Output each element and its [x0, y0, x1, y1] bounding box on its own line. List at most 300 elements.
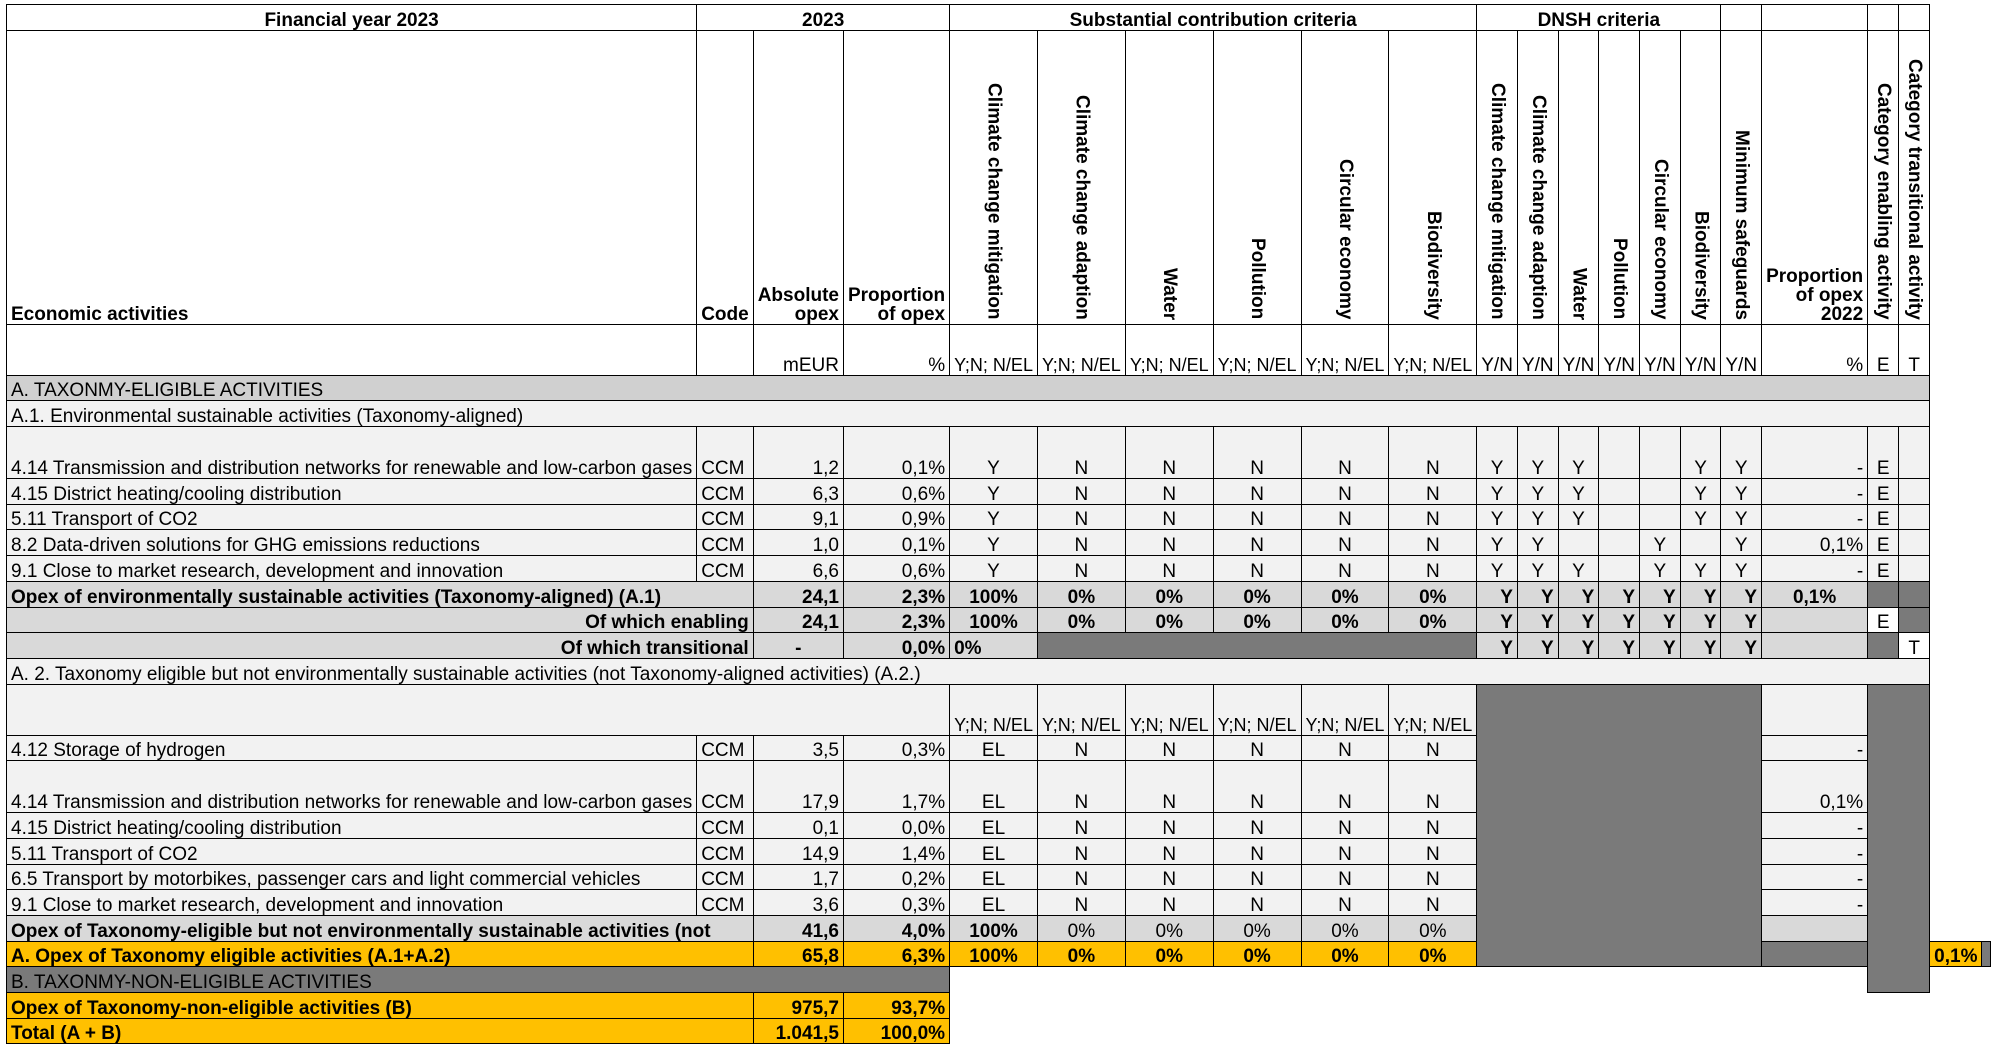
a1-total-label: Opex of environmentally sustainable activities (Taxonomy-aligned) (A.1)	[7, 581, 754, 607]
unit-blank	[697, 324, 754, 375]
dnsh-value: Y	[1721, 530, 1762, 556]
a-total-abs: 65,8	[753, 941, 843, 967]
activity-code: CCM	[697, 479, 754, 505]
activity-name: 4.14 Transmission and distribution networks for renewable and low-carbon gases	[7, 427, 697, 479]
activity-code: CCM	[697, 864, 754, 890]
proportion-opex: 0,6%	[843, 479, 949, 505]
sc-value: N	[1301, 813, 1389, 839]
dark-fill	[1868, 581, 1899, 607]
absolute-opex: 6,6	[753, 556, 843, 582]
absolute-opex: 1,0	[753, 530, 843, 556]
sc-value: N	[1213, 813, 1301, 839]
table-row	[7, 633, 1991, 659]
sc-value: N	[1389, 864, 1477, 890]
unit-abs: mEUR	[753, 324, 843, 375]
sc-value: N	[1213, 890, 1301, 916]
table-row	[7, 581, 1991, 607]
dnsh-value: Y	[1640, 556, 1681, 582]
a1-total-prop: 2,3%	[843, 581, 949, 607]
header-financial-year: Financial year 2023	[7, 5, 697, 31]
unit-dnsh: Y/N	[1640, 324, 1681, 375]
enabling-sc: 0%	[1301, 607, 1389, 633]
dnsh-value	[1640, 504, 1681, 530]
table-row	[7, 375, 1991, 401]
enabling-flag: E	[1868, 530, 1899, 556]
activity-name: 8.2 Data-driven solutions for GHG emissions reductions	[7, 530, 697, 556]
absolute-opex: 9,1	[753, 504, 843, 530]
sc-value: N	[1125, 864, 1213, 890]
activity-name: 4.12 Storage of hydrogen	[7, 735, 697, 761]
sc-value: Y	[950, 556, 1038, 582]
enabling-label: Category enabling activity	[1873, 83, 1895, 320]
header-blank	[1721, 5, 1762, 31]
a2-unit-sc: Y;N; N/EL	[1037, 684, 1125, 735]
dark-fill	[1762, 941, 1930, 967]
dnsh-value	[1599, 479, 1640, 505]
sc-value: N	[1389, 504, 1477, 530]
a2-total-prop: 4,0%	[843, 916, 949, 942]
sc-value: N	[1213, 530, 1301, 556]
absolute-opex: 3,5	[753, 735, 843, 761]
dnsh-value: Y	[1477, 504, 1518, 530]
sc-value: N	[1301, 504, 1389, 530]
a2-total-sc: 0%	[1389, 916, 1477, 942]
sc-value: EL	[950, 890, 1038, 916]
transitional-dnsh: Y	[1558, 633, 1599, 659]
activity-name: 9.1 Close to market research, development and innovation	[7, 890, 697, 916]
prop-l2: of opex	[877, 303, 946, 325]
unit-dnsh: Y/N	[1558, 324, 1599, 375]
header-blank	[1899, 5, 1930, 31]
sc-value: N	[1213, 761, 1301, 813]
header-sc-2	[1125, 30, 1213, 324]
dnsh-value: Y	[1680, 556, 1721, 582]
header-dnsh-0	[1477, 30, 1518, 324]
absolute-opex: 6,3	[753, 479, 843, 505]
dnsh-column-label: Climate change mitigation	[1487, 83, 1509, 320]
a2-p2022-blank	[1762, 684, 1868, 735]
sc-value: EL	[950, 735, 1038, 761]
a-total-prop: 6,3%	[843, 941, 949, 967]
dnsh-value: Y	[1558, 479, 1599, 505]
prop-l1: Proportion	[847, 284, 946, 306]
a2-total-sc: 100%	[950, 916, 1038, 942]
proportion-2022: -	[1762, 838, 1868, 864]
unit-prop2022: %	[1762, 324, 1868, 375]
table-row	[7, 5, 1991, 31]
enabling-flag: E	[1868, 556, 1899, 582]
sc-value: N	[1213, 479, 1301, 505]
sc-value: N	[1125, 479, 1213, 505]
transitional-flag	[1899, 556, 1930, 582]
proportion-2022: -	[1762, 504, 1868, 530]
sc-value: N	[1037, 838, 1125, 864]
sc-column-label: Climate change mitigation	[983, 83, 1005, 320]
dnsh-value	[1599, 427, 1640, 479]
sc-value: EL	[950, 761, 1038, 813]
sc-value: N	[1213, 504, 1301, 530]
header-sc-0	[950, 30, 1038, 324]
empty	[950, 993, 1930, 1019]
enabling-dnsh: Y	[1558, 607, 1599, 633]
header-sc-3	[1213, 30, 1301, 324]
transitional-flag: T	[1899, 633, 1930, 659]
sc-value: N	[1389, 479, 1477, 505]
activity-code: CCM	[697, 813, 754, 839]
sc-value: N	[1213, 864, 1301, 890]
proportion-opex: 0,1%	[843, 530, 949, 556]
grand-total-abs: 1.041,5	[753, 1018, 843, 1044]
proportion-opex: 1,4%	[843, 838, 949, 864]
sc-value: N	[1037, 504, 1125, 530]
a2-total-label: Opex of Taxonomy-eligible but not environmentally sustainable activities (not	[7, 916, 754, 942]
header-category-transitional	[1899, 30, 1930, 324]
enabling-label: Of which enabling	[7, 607, 754, 633]
table-row	[7, 530, 1991, 556]
empty	[950, 967, 1930, 993]
sc-column-label: Water	[1159, 267, 1181, 320]
sc-value: N	[1037, 890, 1125, 916]
abs-l1: Absolute	[757, 284, 839, 306]
a1-total-p2022: 0,1%	[1762, 581, 1868, 607]
a1-total-dnsh: Y	[1721, 581, 1762, 607]
unit-enabling: E	[1868, 324, 1899, 375]
header-absolute-opex	[753, 30, 843, 324]
sc-value: EL	[950, 813, 1038, 839]
activity-name: 4.14 Transmission and distribution networks for renewable and low-carbon gases	[7, 761, 697, 813]
sc-value: N	[1037, 530, 1125, 556]
activity-code: CCM	[697, 735, 754, 761]
a1-total-dnsh: Y	[1477, 581, 1518, 607]
dark-fill	[1899, 581, 1930, 607]
sc-value: Y	[950, 427, 1038, 479]
header-dnsh-5	[1680, 30, 1721, 324]
dnsh-value: Y	[1477, 530, 1518, 556]
proportion-2022: -	[1762, 890, 1868, 916]
enabling-prop: 2,3%	[843, 607, 949, 633]
transitional-dnsh: Y	[1477, 633, 1518, 659]
a-total-sc: 0%	[1301, 941, 1389, 967]
transitional-prop: 0,0%	[843, 633, 949, 659]
unit-sc: Y;N; N/EL	[1125, 324, 1213, 375]
sc-value: Y	[950, 530, 1038, 556]
proportion-opex: 0,0%	[843, 813, 949, 839]
sc-value: N	[1125, 735, 1213, 761]
a2-total-p2022	[1762, 916, 1868, 942]
transitional-dnsh: Y	[1721, 633, 1762, 659]
dnsh-value	[1599, 530, 1640, 556]
unit-dnsh: Y/N	[1599, 324, 1640, 375]
b-total-prop: 93,7%	[843, 993, 949, 1019]
sc-value: N	[1037, 761, 1125, 813]
header-substantial-contribution: Substantial contribution criteria	[950, 5, 1477, 31]
dnsh-value	[1599, 556, 1640, 582]
table-row	[7, 684, 1991, 735]
enabling-dnsh: Y	[1640, 607, 1681, 633]
sc-value: N	[1213, 735, 1301, 761]
proportion-2022: -	[1762, 427, 1868, 479]
activity-name: 5.11 Transport of CO2	[7, 838, 697, 864]
a-total-sc: 0%	[1213, 941, 1301, 967]
a1-total-dnsh: Y	[1640, 581, 1681, 607]
header-dnsh-6	[1721, 30, 1762, 324]
table-row	[7, 1018, 1991, 1044]
dnsh-value: Y	[1558, 504, 1599, 530]
transitional-abs: -	[753, 633, 843, 659]
header-code: Code	[697, 30, 754, 324]
a1-total-abs: 24,1	[753, 581, 843, 607]
dark-fill	[1868, 633, 1899, 659]
sc-column-label: Biodiversity	[1422, 210, 1444, 320]
activity-name: 6.5 Transport by motorbikes, passenger cars and light commercial vehicles	[7, 864, 697, 890]
sc-value: N	[1389, 556, 1477, 582]
dnsh-value: Y	[1477, 556, 1518, 582]
sc-value: N	[1301, 479, 1389, 505]
a2-blank	[7, 684, 950, 735]
proportion-opex: 0,3%	[843, 735, 949, 761]
proportion-opex: 0,3%	[843, 890, 949, 916]
sc-value: Y	[950, 479, 1038, 505]
a1-total-dnsh: Y	[1517, 581, 1558, 607]
p22-l1: Proportion	[1766, 265, 1864, 287]
section-a1-title: A.1. Environmental sustainable activities (Taxonomy-aligned)	[7, 401, 1930, 427]
enabling-sc: 0%	[1389, 607, 1477, 633]
transitional-p2022	[1762, 633, 1868, 659]
proportion-opex: 0,2%	[843, 864, 949, 890]
unit-sc: Y;N; N/EL	[1213, 324, 1301, 375]
dark-fill	[1982, 941, 1991, 967]
header-dnsh-3	[1599, 30, 1640, 324]
a-total-p2022: 0,1%	[1930, 941, 1982, 967]
grand-total-label: Total (A + B)	[7, 1018, 754, 1044]
header-blank	[1762, 5, 1868, 31]
sc-value: N	[1301, 556, 1389, 582]
taxonomy-opex-table	[6, 4, 1991, 1044]
sc-value: EL	[950, 864, 1038, 890]
enabling-dnsh: Y	[1599, 607, 1640, 633]
enabling-sc: 100%	[950, 607, 1038, 633]
dnsh-value	[1640, 479, 1681, 505]
p22-l3: 2022	[1820, 303, 1864, 325]
transitional-flag	[1899, 530, 1930, 556]
table-row	[7, 607, 1991, 633]
table-row	[7, 427, 1991, 479]
sc-value: N	[1389, 530, 1477, 556]
a1-total-sc: 0%	[1389, 581, 1477, 607]
sc-column-label: Circular economy	[1334, 159, 1356, 320]
proportion-2022: 0,1%	[1762, 530, 1868, 556]
dnsh-column-label: Minimum safeguards	[1731, 129, 1753, 320]
header-dnsh-2	[1558, 30, 1599, 324]
sc-value: N	[1125, 761, 1213, 813]
sc-value: N	[1389, 838, 1477, 864]
enabling-p2022	[1762, 607, 1868, 633]
dnsh-value: Y	[1558, 556, 1599, 582]
transitional-flag	[1899, 427, 1930, 479]
activity-name: 9.1 Close to market research, development and innovation	[7, 556, 697, 582]
unit-dnsh: Y/N	[1721, 324, 1762, 375]
taxonomy-opex-sheet	[6, 4, 1978, 1045]
activity-code: CCM	[697, 504, 754, 530]
sc-value: N	[1301, 530, 1389, 556]
enabling-flag: E	[1868, 607, 1899, 633]
dnsh-value: Y	[1517, 427, 1558, 479]
grand-total-prop: 100,0%	[843, 1018, 949, 1044]
unit-blank	[7, 324, 697, 375]
a-total-sc: 0%	[1037, 941, 1125, 967]
enabling-dnsh: Y	[1721, 607, 1762, 633]
absolute-opex: 1,2	[753, 427, 843, 479]
b-total-label: Opex of Taxonomy-non-eligible activities (B)	[7, 993, 754, 1019]
dark-fill	[1037, 633, 1476, 659]
dnsh-value: Y	[1558, 427, 1599, 479]
header-proportion-opex	[843, 30, 949, 324]
enabling-flag: E	[1868, 427, 1899, 479]
a1-total-sc: 0%	[1213, 581, 1301, 607]
header-sc-4	[1301, 30, 1389, 324]
table-row	[7, 401, 1991, 427]
sc-value: N	[1037, 735, 1125, 761]
sc-value: N	[1037, 479, 1125, 505]
sc-value: N	[1213, 838, 1301, 864]
sc-value: EL	[950, 838, 1038, 864]
sc-column-label: Climate change adaption	[1071, 94, 1093, 320]
proportion-2022: 0,1%	[1762, 761, 1868, 813]
abs-l2: opex	[794, 303, 839, 325]
a2-unit-sc: Y;N; N/EL	[1125, 684, 1213, 735]
dnsh-value: Y	[1680, 479, 1721, 505]
proportion-2022: -	[1762, 864, 1868, 890]
dnsh-column-label: Pollution	[1609, 238, 1631, 320]
sc-value: N	[1125, 838, 1213, 864]
table-row	[7, 993, 1991, 1019]
a1-total-sc: 0%	[1125, 581, 1213, 607]
proportion-opex: 0,6%	[843, 556, 949, 582]
sc-value: N	[1301, 427, 1389, 479]
activity-name: 5.11 Transport of CO2	[7, 504, 697, 530]
activity-name: 4.15 District heating/cooling distribution	[7, 813, 697, 839]
header-sc-5	[1389, 30, 1477, 324]
transitional-label: Of which transitional	[7, 633, 754, 659]
dnsh-value: Y	[1721, 427, 1762, 479]
a-total-sc: 0%	[1125, 941, 1213, 967]
header-economic-activities: Economic activities	[7, 30, 697, 324]
dnsh-value	[1680, 530, 1721, 556]
sc-value: N	[1037, 864, 1125, 890]
unit-sc: Y;N; N/EL	[1301, 324, 1389, 375]
dnsh-value: Y	[1721, 504, 1762, 530]
unit-transitional: T	[1899, 324, 1930, 375]
a2-unit-sc: Y;N; N/EL	[1213, 684, 1301, 735]
sc-value: N	[1301, 864, 1389, 890]
enabling-sc: 0%	[1037, 607, 1125, 633]
absolute-opex: 17,9	[753, 761, 843, 813]
absolute-opex: 14,9	[753, 838, 843, 864]
enabling-sc: 0%	[1125, 607, 1213, 633]
dnsh-value: Y	[1721, 479, 1762, 505]
table-row	[7, 556, 1991, 582]
unit-sc: Y;N; N/EL	[1037, 324, 1125, 375]
sc-value: N	[1389, 735, 1477, 761]
proportion-2022: -	[1762, 556, 1868, 582]
dnsh-value: Y	[1721, 556, 1762, 582]
unit-dnsh: Y/N	[1477, 324, 1518, 375]
activity-code: CCM	[697, 761, 754, 813]
dnsh-value: Y	[1477, 479, 1518, 505]
dnsh-value: Y	[1640, 530, 1681, 556]
sc-value: N	[1213, 427, 1301, 479]
dnsh-column-label: Circular economy	[1649, 159, 1671, 320]
unit-prop: %	[843, 324, 949, 375]
a-total-sc: 100%	[950, 941, 1038, 967]
a1-total-dnsh: Y	[1680, 581, 1721, 607]
dnsh-column-label: Climate change adaption	[1527, 94, 1549, 320]
a2-unit-sc: Y;N; N/EL	[950, 684, 1038, 735]
a1-total-sc: 0%	[1037, 581, 1125, 607]
sc-value: N	[1389, 761, 1477, 813]
a1-total-dnsh: Y	[1599, 581, 1640, 607]
unit-sc: Y;N; N/EL	[1389, 324, 1477, 375]
a2-total-sc: 0%	[1301, 916, 1389, 942]
table-row	[7, 479, 1991, 505]
dnsh-value	[1640, 427, 1681, 479]
a1-total-sc: 0%	[1301, 581, 1389, 607]
header-sc-1	[1037, 30, 1125, 324]
table-row	[7, 30, 1991, 324]
dnsh-value: Y	[1477, 427, 1518, 479]
sc-value: N	[1301, 890, 1389, 916]
a2-total-sc: 0%	[1037, 916, 1125, 942]
section-b-title: B. TAXONMY-NON-ELIGIBLE ACTIVITIES	[7, 967, 950, 993]
header-category-enabling	[1868, 30, 1899, 324]
a2-unit-sc: Y;N; N/EL	[1389, 684, 1477, 735]
absolute-opex: 3,6	[753, 890, 843, 916]
proportion-2022: -	[1762, 813, 1868, 839]
header-dnsh-1	[1517, 30, 1558, 324]
enabling-flag: E	[1868, 504, 1899, 530]
transitional-flag	[1899, 504, 1930, 530]
activity-code: CCM	[697, 556, 754, 582]
sc-value: N	[1125, 813, 1213, 839]
sc-value: N	[1301, 761, 1389, 813]
sc-column-label: Pollution	[1247, 238, 1269, 320]
activity-name: 4.15 District heating/cooling distribution	[7, 479, 697, 505]
transitional-label: Category transitional activity	[1904, 58, 1926, 320]
dnsh-value: Y	[1680, 504, 1721, 530]
proportion-2022: -	[1762, 735, 1868, 761]
sc-value: N	[1125, 427, 1213, 479]
enabling-dnsh: Y	[1680, 607, 1721, 633]
a1-total-dnsh: Y	[1558, 581, 1599, 607]
sc-value: N	[1389, 427, 1477, 479]
activity-code: CCM	[697, 427, 754, 479]
proportion-opex: 0,9%	[843, 504, 949, 530]
dark-block-dnsh	[1477, 684, 1762, 967]
a2-total-abs: 41,6	[753, 916, 843, 942]
activity-code: CCM	[697, 890, 754, 916]
sc-value: Y	[950, 504, 1038, 530]
a-total-label: A. Opex of Taxonomy eligible activities (A.1+A.2)	[7, 941, 754, 967]
header-dnsh: DNSH criteria	[1477, 5, 1721, 31]
sc-value: N	[1389, 890, 1477, 916]
enabling-flag: E	[1868, 479, 1899, 505]
a2-total-sc: 0%	[1125, 916, 1213, 942]
absolute-opex: 0,1	[753, 813, 843, 839]
header-proportion-2022	[1762, 30, 1868, 324]
a2-total-sc: 0%	[1213, 916, 1301, 942]
proportion-opex: 1,7%	[843, 761, 949, 813]
transitional-dnsh: Y	[1680, 633, 1721, 659]
